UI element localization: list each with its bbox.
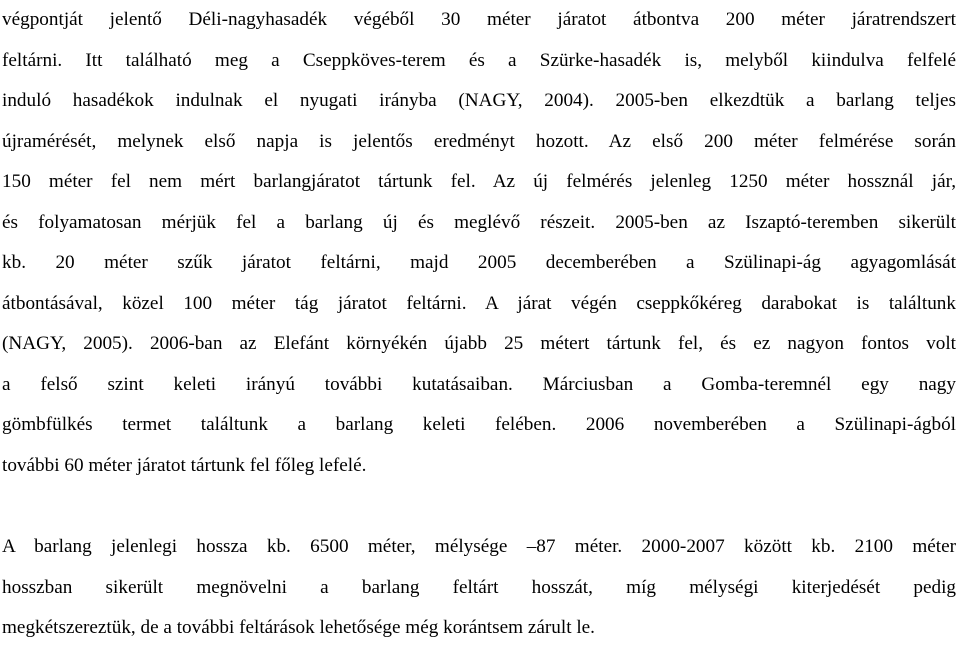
text-line: és folyamatosan mérjük fel a barlang új és meglévő részeit. 2005-ben az Iszaptó-teremben sikerült bbox=[2, 211, 956, 233]
text-line: kb. 20 méter szűk járatot feltárni, majd 2005 decemberében a Szülinapi-ág agyagomlását bbox=[2, 252, 956, 273]
text-line: újramérését, melynek első napja is jelentős eredményt hozott. Az első 200 méter felmérése során bbox=[2, 130, 956, 152]
text-line: végpontját jelentő Déli-nagyhasadék végéből 30 méter járatot átbontva 200 méter járatrendszert bbox=[2, 9, 956, 30]
text-line: hosszban sikerült megnövelni a barlang feltárt hosszát, míg mélységi kiterjedését pedig bbox=[2, 576, 956, 598]
text-line: A barlang jelenlegi hossza kb. 6500 méter, mélysége –87 méter. 2000-2007 között kb. 2100 méter bbox=[2, 536, 956, 557]
text-line: induló hasadékok indulnak el nyugati irányba (NAGY, 2004). 2005-ben elkezdtük a barlang teljes bbox=[2, 90, 956, 111]
text-line-last: további 60 méter járatot tártunk fel főleg lefelé. bbox=[2, 454, 367, 476]
document-page bbox=[2, 0, 956, 649]
paragraph-cave-length bbox=[2, 527, 956, 649]
text-line: gömbfülkés termet találtunk a barlang keleti felében. 2006 novemberében a Szülinapi-ágból bbox=[2, 414, 956, 435]
text-line-last: megkétszereztük, de a további feltárások lehetősége még korántsem zárult le. bbox=[2, 617, 595, 638]
paragraph-spacer bbox=[2, 486, 956, 527]
text-line: (NAGY, 2005). 2006-ban az Elefánt környékén újabb 25 métert tártunk fel, és ez nagyon fontos volt bbox=[2, 333, 956, 354]
text-line: 150 méter fel nem mért barlangjáratot tártunk fel. Az új felmérés jelenleg 1250 méter hossznál jár, bbox=[2, 171, 956, 192]
text-line: feltárni. Itt található meg a Cseppköves-terem és a Szürke-hasadék is, melyből kiindulva felfelé bbox=[2, 49, 956, 71]
text-line: átbontásával, közel 100 méter tág járatot feltárni. A járat végén cseppkőkéreg darabokat is találtunk bbox=[2, 292, 956, 314]
text-line: a felső szint keleti irányú további kutatásaiban. Márciusban a Gomba-teremnél egy nagy bbox=[2, 373, 956, 395]
paragraph-cave-exploration bbox=[2, 0, 956, 486]
